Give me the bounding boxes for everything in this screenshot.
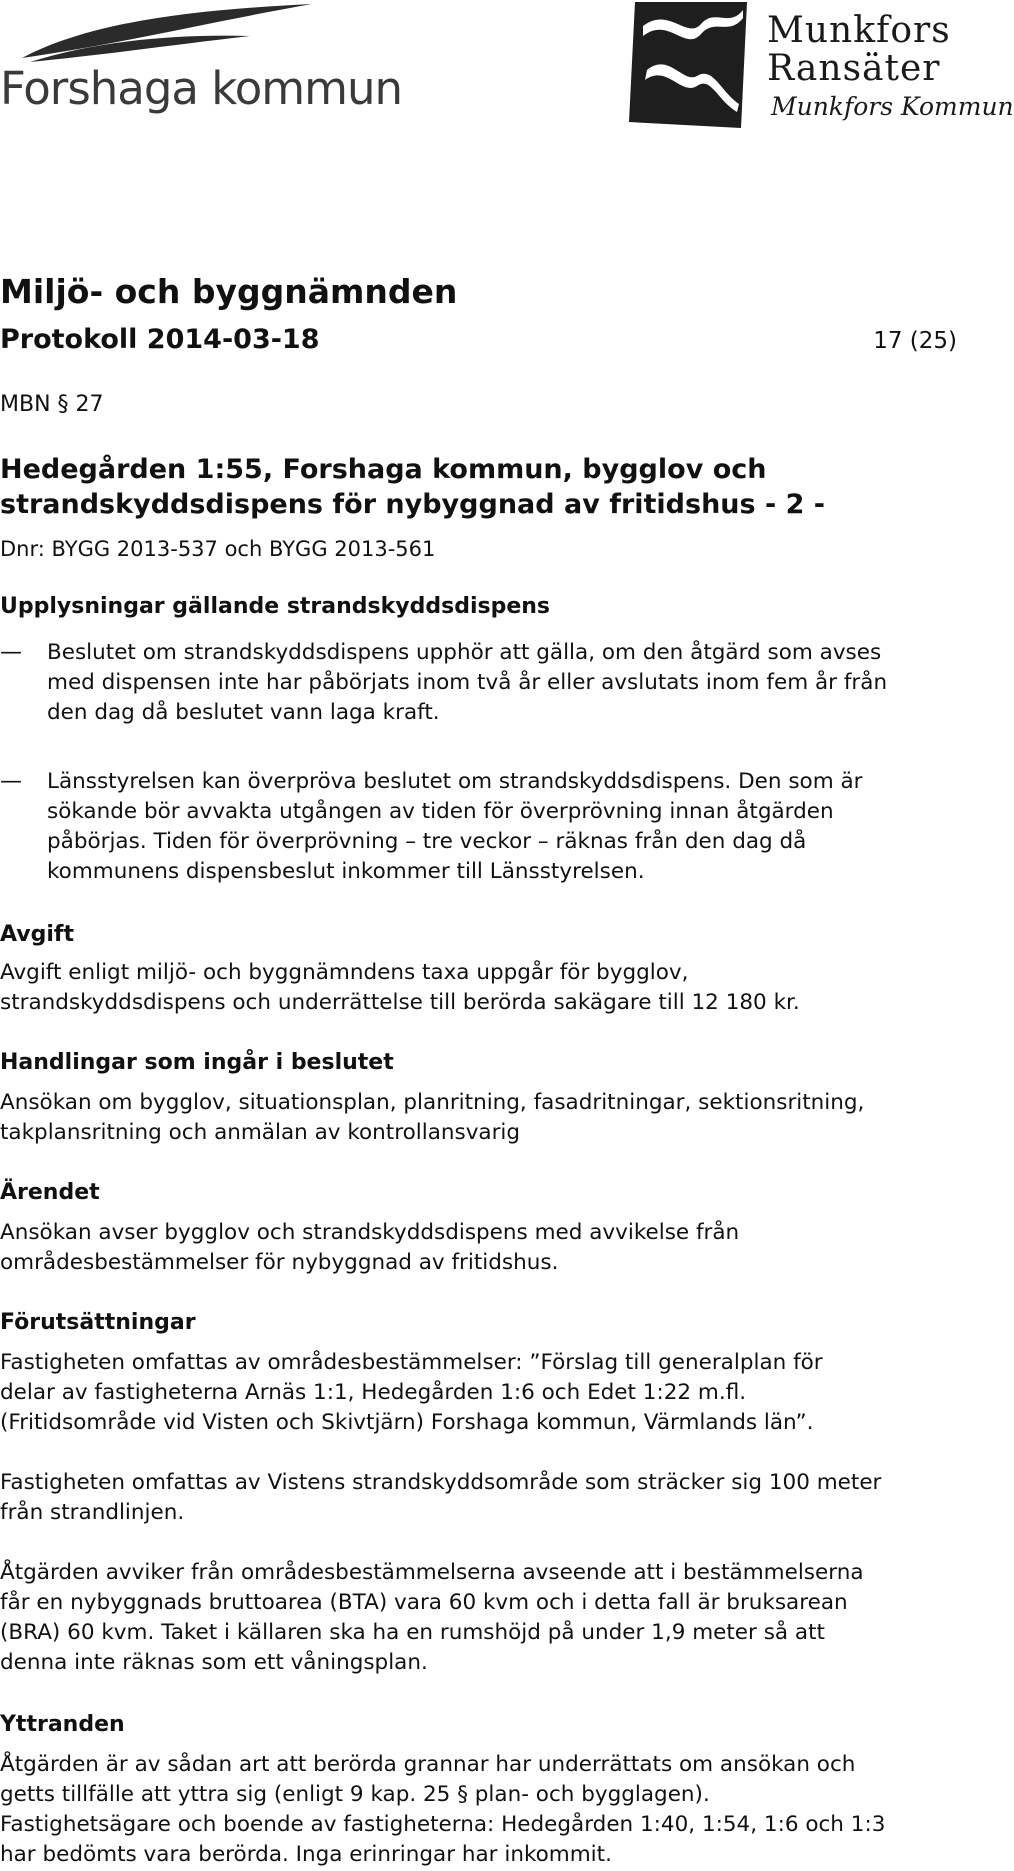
text-line: (Fritidsområde vid Visten och Skivtjärn) Forshaga kommun, Värmlands län”. xyxy=(0,1410,814,1435)
case-title xyxy=(0,452,825,522)
munkfors-emblem-icon xyxy=(629,0,749,130)
text-line: får en nybyggnads bruttoarea (BTA) vara 60 kvm och i detta fall är bruksarean xyxy=(0,1590,848,1615)
bullet-item xyxy=(47,767,863,887)
munkfors-subname: Munkfors Kommun xyxy=(771,92,1014,121)
forutsattningar-paragraph xyxy=(0,1468,881,1528)
page-number: 17 (25) xyxy=(873,328,957,354)
text-line: Länsstyrelsen kan överpröva beslutet om strandskyddsdispens. Den som är xyxy=(47,769,863,794)
text-line: Fastigheten omfattas av områdesbestämmelser: ”Förslag till generalplan för xyxy=(0,1350,823,1375)
text-line: den dag då beslutet vann laga kraft. xyxy=(47,700,440,725)
text-line: har bedömts vara berörda. Inga erinringar har inkommit. xyxy=(0,1842,612,1867)
forutsattningar-paragraph xyxy=(0,1558,864,1678)
text-line: Beslutet om strandskyddsdispens upphör att gälla, om den åtgärd som avses xyxy=(47,640,882,665)
munkfors-name-line2: Ransäter xyxy=(767,48,941,89)
munkfors-logo xyxy=(625,0,1014,135)
section-heading-avgift: Avgift xyxy=(0,922,74,947)
avgift-text xyxy=(0,958,800,1018)
text-line: Fastigheten omfattas av Vistens strandskyddsområde som sträcker sig 100 meter xyxy=(0,1470,882,1495)
case-title-line: strandskyddsdispens för nybyggnad av fritidshus - 2 - xyxy=(0,489,825,520)
section-heading-yttranden: Yttranden xyxy=(0,1712,125,1737)
text-line: denna inte räknas som ett våningsplan. xyxy=(0,1650,428,1675)
text-line: takplansritning och anmälan av kontrollansvarig xyxy=(0,1120,521,1145)
protocol-title: Protokoll 2014-03-18 xyxy=(0,324,320,355)
text-line: Åtgärden avviker från områdesbestämmelserna avseende att i bestämmelserna xyxy=(0,1560,864,1585)
arendet-text xyxy=(0,1218,739,1278)
text-line: delar av fastigheterna Arnäs 1:1, Hedegården 1:6 och Edet 1:22 m.fl. xyxy=(0,1380,747,1405)
section-heading-upplysningar: Upplysningar gällande strandskyddsdispens xyxy=(0,594,550,619)
text-line: Avgift enligt miljö- och byggnämndens taxa uppgår för bygglov, xyxy=(0,960,689,985)
handlingar-text xyxy=(0,1088,864,1148)
text-line: getts tillfälle att yttra sig (enligt 9 kap. 25 § plan- och bygglagen). xyxy=(0,1782,710,1807)
text-line: strandskyddsdispens och underrättelse till berörda sakägare till 12 180 kr. xyxy=(0,990,800,1015)
text-line: områdesbestämmelser för nybyggnad av fritidshus. xyxy=(0,1250,559,1275)
forshaga-logo xyxy=(0,0,402,125)
diary-number: Dnr: BYGG 2013-537 och BYGG 2013-561 xyxy=(0,537,436,561)
committee-title: Miljö- och byggnämnden xyxy=(0,272,458,311)
bullet-dash: — xyxy=(0,640,22,665)
case-title-line: Hedegården 1:55, Forshaga kommun, bygglov och xyxy=(0,454,767,485)
text-line: påbörjas. Tiden för överprövning – tre veckor – räknas från den dag då xyxy=(47,829,807,854)
section-heading-forutsattningar: Förutsättningar xyxy=(0,1310,196,1335)
section-heading-arendet: Ärendet xyxy=(0,1180,100,1205)
text-line: kommunens dispensbeslut inkommer till Länsstyrelsen. xyxy=(47,859,645,884)
text-line: Åtgärden är av sådan art att berörda grannar har underrättats om ansökan och xyxy=(0,1752,856,1777)
bullet-dash: — xyxy=(0,769,22,794)
text-line: sökande bör avvakta utgången av tiden för överprövning innan åtgärden xyxy=(47,799,834,824)
text-line: Ansökan avser bygglov och strandskyddsdispens med avvikelse från xyxy=(0,1220,740,1245)
yttranden-text xyxy=(0,1750,885,1870)
paragraph-reference: MBN § 27 xyxy=(0,392,104,417)
bullet-item xyxy=(47,638,887,728)
munkfors-name-line1: Munkfors xyxy=(767,10,951,51)
forshaga-wordmark: Forshaga kommun xyxy=(0,62,402,115)
text-line: (BRA) 60 kvm. Taket i källaren ska ha en rumshöjd på under 1,9 meter så att xyxy=(0,1620,825,1645)
section-heading-handlingar: Handlingar som ingår i beslutet xyxy=(0,1050,394,1075)
forshaga-swoosh-icon xyxy=(0,0,330,70)
text-line: Ansökan om bygglov, situationsplan, planritning, fasadritningar, sektionsritning, xyxy=(0,1090,865,1115)
text-line: Fastighetsägare och boende av fastigheterna: Hedegården 1:40, 1:54, 1:6 och 1:3 xyxy=(0,1812,886,1837)
text-line: med dispensen inte har påbörjats inom två år eller avslutats inom fem år från xyxy=(47,670,888,695)
forutsattningar-paragraph xyxy=(0,1348,823,1438)
text-line: från strandlinjen. xyxy=(0,1500,185,1525)
